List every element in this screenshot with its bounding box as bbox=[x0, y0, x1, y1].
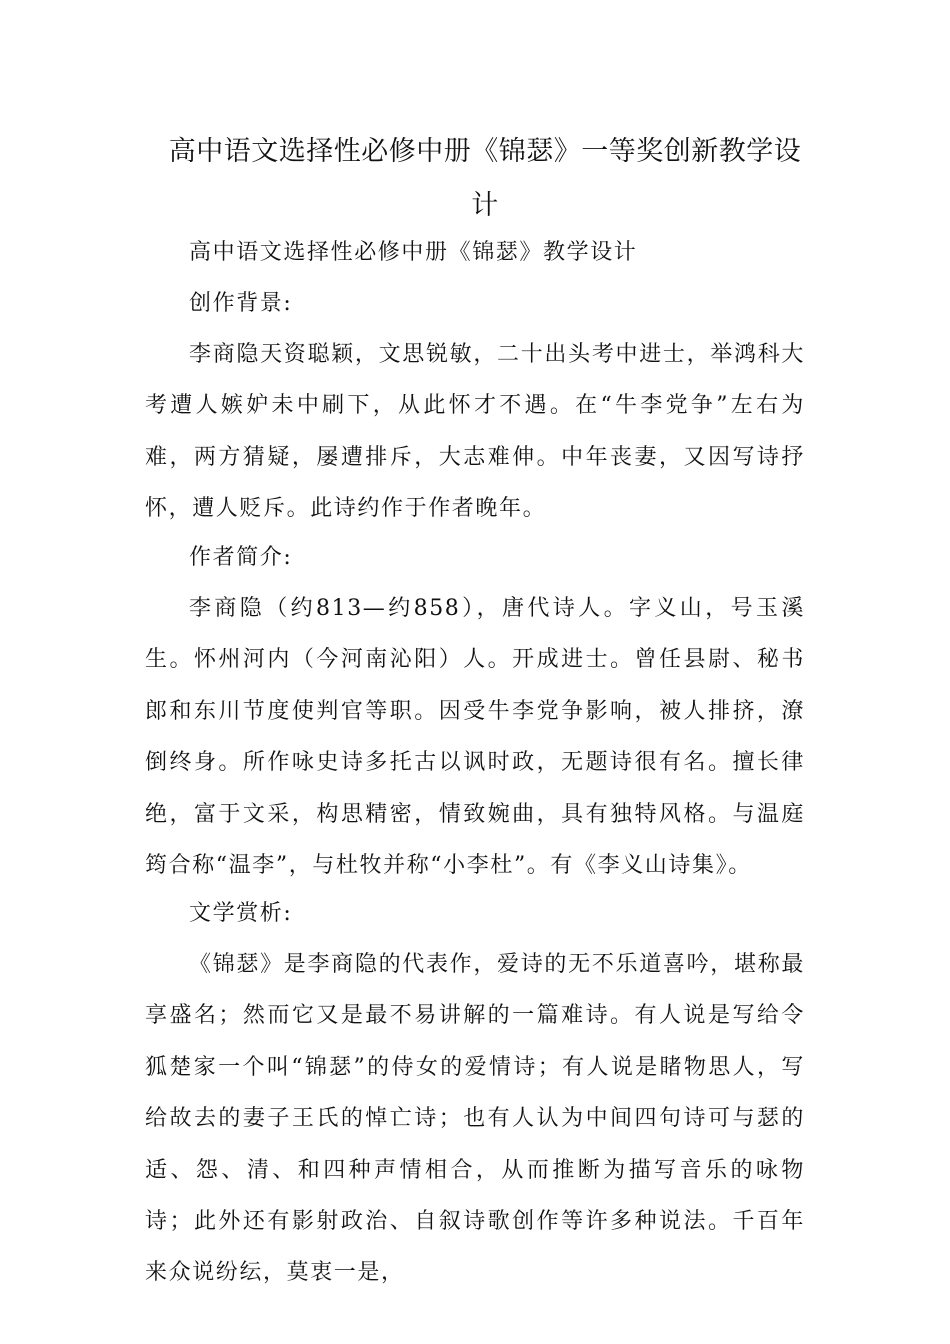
section-text-author: 李商隐（约813—约858），唐代诗人。字义山，号玉溪生。怀州河内（今河南沁阳）人。开成进士。曾任县尉、秘书郎和东川节度使判官等职。因受牛李党争影响，被人排挤，潦倒终身。所作咏史诗多托古以讽时政，无题诗很有名。擅长律绝，富于文采，构思精密，情致婉曲，具有独特风格。与温庭筠合称“温李”，与杜牧并称“小李杜”。有《李义山诗集》。 bbox=[145, 596, 805, 879]
document-title: 高中语文选择性必修中册《锦瑟》一等奖创新教学设计 bbox=[168, 136, 802, 221]
section-text-appreciation: 《锦瑟》是李商隐的代表作，爱诗的无不乐道喜吟，堪称最享盛名；然而它又是最不易讲解的一篇难诗。有人说是写给令狐楚家一个叫“锦瑟”的侍女的爱情诗；有人说是睹物思人，写给故去的妻子王氏的悼亡诗；也有人认为中间四句诗可与瑟的适、怨、清、和四种声情相合，从而推断为描写音乐的咏物诗；此外还有影射政治、自叙诗歌创作等许多种说法。千百年来众说纷纭，莫衷一是， bbox=[145, 952, 805, 1286]
section-text-background: 李商隐天资聪颖，文思锐敏，二十出头考中进士，举鸿科大考遭人嫉妒未中刷下，从此怀才不遇。在“牛李党争”左右为难，两方猜疑，屡遭排斥，大志难伸。中年丧妻，又因写诗抒怀，遭人贬斥。此诗约作于作者晚年。 bbox=[145, 342, 805, 522]
section-heading-background: 创作背景: bbox=[189, 291, 293, 316]
document-subtitle: 高中语文选择性必修中册《锦瑟》教学设计 bbox=[189, 240, 638, 265]
section-heading-author: 作者简介: bbox=[189, 545, 293, 570]
section-heading-appreciation: 文学赏析: bbox=[189, 901, 293, 926]
